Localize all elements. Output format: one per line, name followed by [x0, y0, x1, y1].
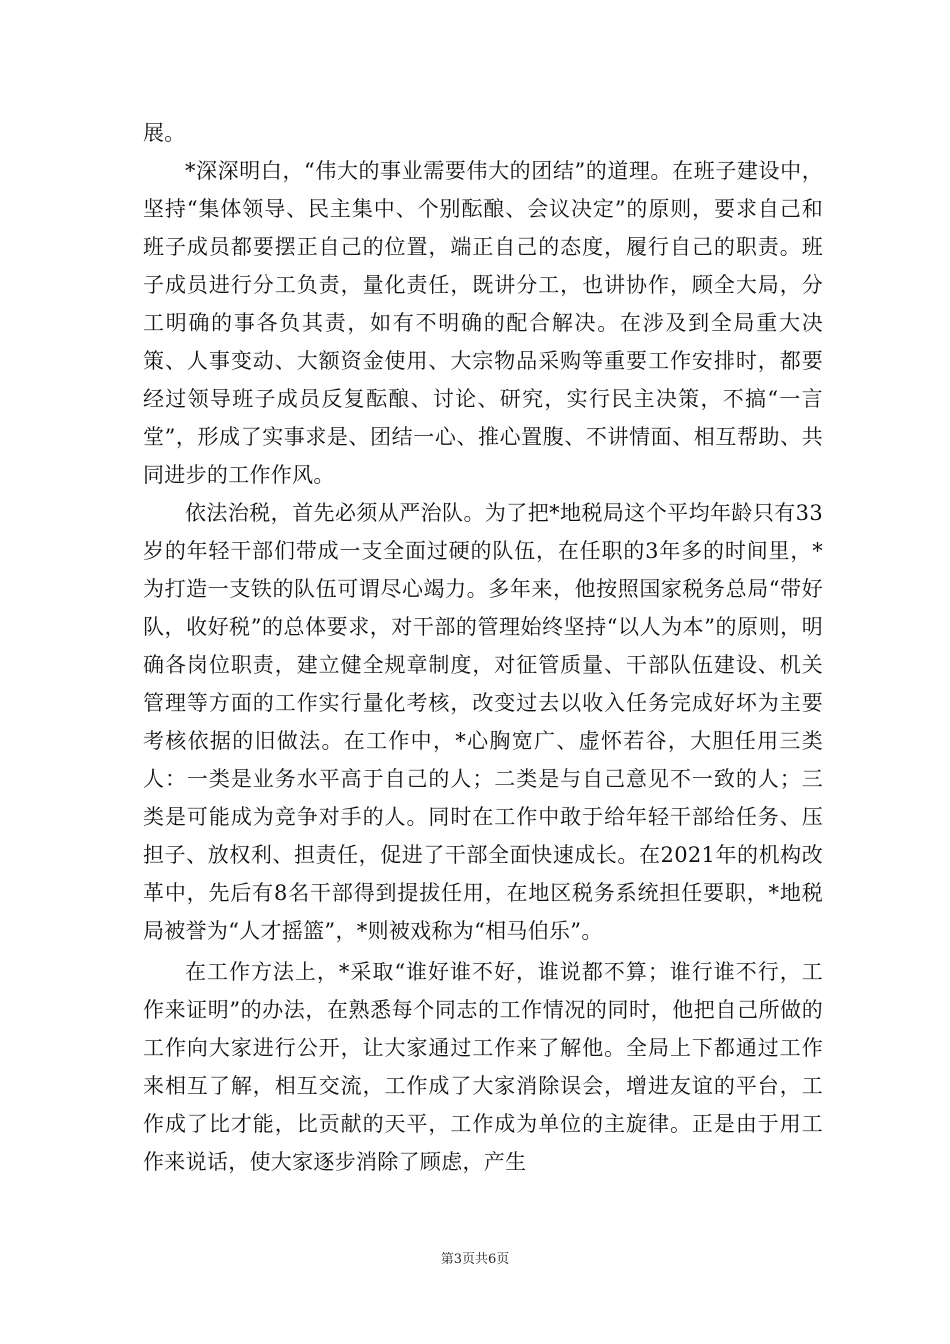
paragraph-tax-team: 依法治税，首先必须从严治队。为了把*地税局这个平均年龄只有33岁的年轻干部们带成一支全面过硬的队伍，在任职的3年多的时间里，*为打造一支铁的队伍可谓尽心竭力。多年来，他按照国家税务总局“带好队，收好税”的总体要求，对干部的管理始终坚持“以人为本”的原则，明确各岗位职责，建立健全规章制度，对征管质量、干部队伍建设、机关管理等方面的工作实行量化考核，改变过去以收入任务完成好坏为主要考核依据的旧做法。在工作中，*心胸宽广、虚怀若谷，大胆任用三类人：一类是业务水平高于自己的人；二类是与自己意见不一致的人；三类是可能成为竞争对手的人。同时在工作中敢于给年轻干部给任务、压担子、放权利、担责任，促进了干部全面快速成长。在2021年的机构改革中，先后有8名干部得到提拔任用，在地区税务系统担任要职，*地税局被誉为“人才摇篮”，*则被戏称为“相马伯乐”。 [143, 501, 823, 943]
paragraph-team-building: *深深明白，“伟大的事业需要伟大的团结”的道理。在班子建设中，坚持“集体领导、民主集中、个别酝酿、会议决定”的原则，要求自己和班子成员都要摆正自己的位置，端正自己的态度，履行自己的职责。班子成员进行分工负责，量化责任，既讲分工，也讲协作，顾全大局，分工明确的事各负其责，如有不明确的配合解决。在涉及到全局重大决策、人事变动、大额资金使用、大宗物品采购等重要工作安排时，都要经过领导班子成员反复酝酿、讨论、研究，实行民主决策，不搞“一言堂”，形成了实事求是、团结一心、推心置腹、不讲情面、相互帮助、共同进步的工作作风。 [143, 159, 823, 487]
paragraph-continuation: 展。 [143, 121, 186, 145]
document-body [143, 114, 823, 1181]
paragraph-work-method: 在工作方法上，*采取“谁好谁不好，谁说都不算；谁行谁不行，工作来证明”的办法，在熟悉每个同志的工作情况的同时，他把自己所做的工作向大家进行公开，让大家通过工作来了解他。全局上下都通过工作来相互了解，相互交流，工作成了大家消除误会，增进友谊的平台，工作成了比才能，比贡献的天平，工作成为单位的主旋律。正是由于用工作来说话，使大家逐步消除了顾虑，产生 [143, 960, 823, 1174]
page-number: 第3页共6页 [440, 1252, 510, 1267]
